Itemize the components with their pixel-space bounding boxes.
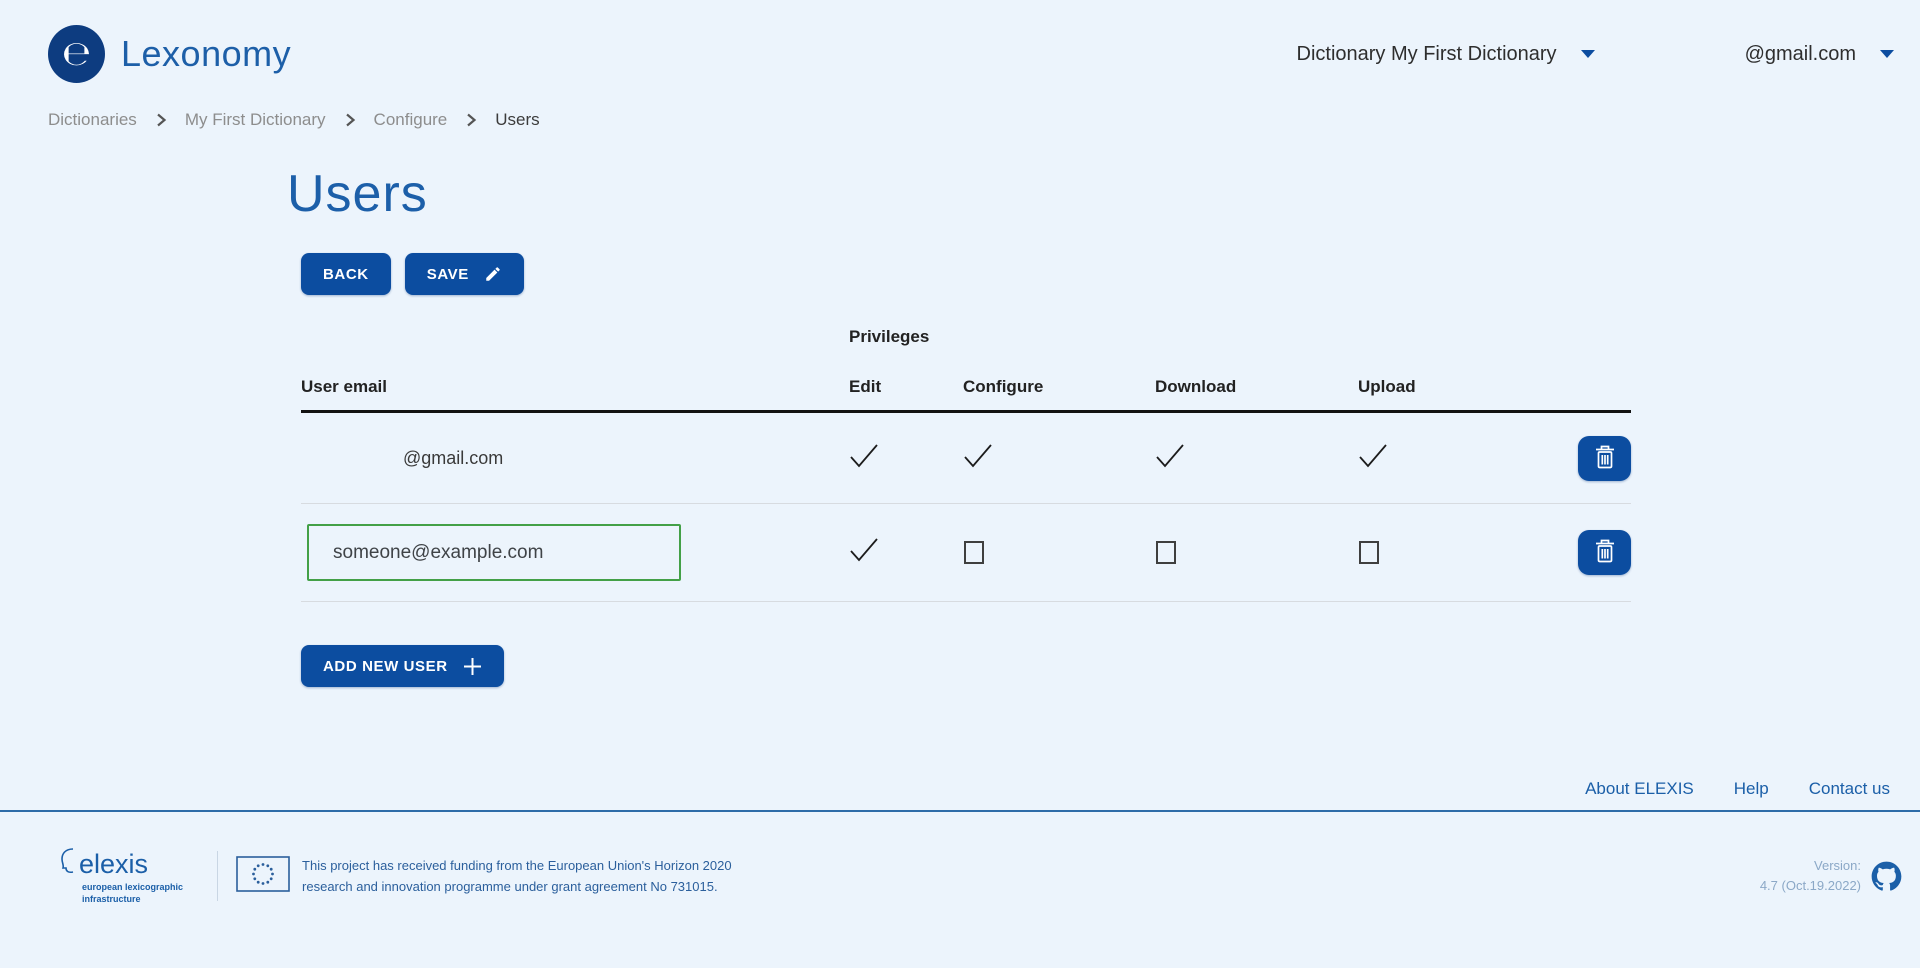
checkbox-empty xyxy=(964,541,984,564)
check-icon xyxy=(1356,442,1390,475)
privilege-download-toggle[interactable] xyxy=(1147,442,1350,475)
save-button-label: SAVE xyxy=(426,265,469,283)
column-header-edit: Edit xyxy=(849,376,882,396)
privileges-header: Privileges xyxy=(849,327,930,347)
check-icon xyxy=(1153,442,1187,475)
chevron-right-icon xyxy=(344,113,356,127)
add-new-user-button[interactable] xyxy=(301,645,504,687)
footer-links xyxy=(0,779,1920,799)
brand-name: Lexonomy xyxy=(121,33,292,74)
dictionary-selector-label: Dictionary My First Dictionary xyxy=(1296,42,1557,65)
breadcrumb-configure[interactable]: Configure xyxy=(373,110,448,129)
delete-user-button[interactable] xyxy=(1578,436,1631,481)
footer-bottom-bar xyxy=(0,812,1920,922)
elexis-tagline-line2: infrastructure xyxy=(82,893,141,904)
check-icon xyxy=(847,442,881,475)
column-header-upload: Upload xyxy=(1358,376,1416,396)
page-footer xyxy=(0,779,1920,922)
footer-vertical-divider xyxy=(217,851,218,901)
save-button[interactable] xyxy=(405,253,524,295)
table-header-row xyxy=(301,363,1631,413)
breadcrumb-dictionaries[interactable]: Dictionaries xyxy=(48,110,137,129)
delete-user-button[interactable] xyxy=(1578,530,1631,575)
breadcrumb-dictionary[interactable]: My First Dictionary xyxy=(184,110,326,129)
version-info xyxy=(1760,856,1861,896)
version-value: 4.7 (Oct.19.2022) xyxy=(1759,878,1861,894)
new-user-email-input[interactable] xyxy=(307,524,681,581)
contact-us-link[interactable]: Contact us xyxy=(1808,779,1890,799)
elexis-head-icon xyxy=(60,847,76,882)
plus-icon xyxy=(463,657,482,676)
privilege-configure-toggle[interactable] xyxy=(955,442,1147,475)
column-header-download: Download xyxy=(1155,376,1237,396)
funding-line2: research and innovation programme under grant agreement No 731015. xyxy=(302,879,718,895)
checkbox-empty xyxy=(1156,541,1176,564)
checkbox-empty xyxy=(1359,541,1379,564)
table-row xyxy=(301,504,1631,602)
version-label: Version: xyxy=(1814,858,1861,874)
user-menu[interactable] xyxy=(1745,43,1894,66)
elexis-tagline-line1: european lexicographic xyxy=(82,882,184,892)
elexis-wordmark: elexis xyxy=(79,849,149,879)
check-icon xyxy=(847,536,881,569)
privilege-upload-toggle[interactable] xyxy=(1350,541,1561,564)
user-menu-label: @gmail.com xyxy=(1744,42,1856,65)
privilege-edit-toggle[interactable] xyxy=(841,442,955,475)
add-new-user-label: ADD NEW USER xyxy=(323,657,448,675)
elexis-logo[interactable] xyxy=(60,847,183,905)
breadcrumb xyxy=(0,88,1920,130)
help-link[interactable]: Help xyxy=(1733,779,1769,799)
trash-icon xyxy=(1594,538,1616,567)
about-elexis-link[interactable]: About ELEXIS xyxy=(1585,779,1694,799)
main-content xyxy=(287,165,1631,687)
back-button[interactable] xyxy=(301,253,391,295)
github-icon[interactable] xyxy=(1871,861,1902,892)
privilege-download-toggle[interactable] xyxy=(1147,541,1350,564)
chevron-right-icon xyxy=(155,113,167,127)
lexonomy-logo-icon: ℮ xyxy=(48,25,105,83)
lexonomy-logo[interactable] xyxy=(48,25,291,83)
funding-line1: This project has received funding from the European Union's Horizon 2020 xyxy=(302,857,732,873)
eu-flag-icon xyxy=(236,856,290,897)
app-header xyxy=(0,0,1920,88)
caret-down-icon xyxy=(1880,50,1894,58)
privilege-edit-toggle[interactable] xyxy=(841,536,955,569)
column-header-user-email: User email xyxy=(301,376,387,396)
user-email-value: @gmail.com xyxy=(403,447,504,468)
toolbar xyxy=(301,253,1631,295)
table-row xyxy=(301,413,1631,504)
caret-down-icon xyxy=(1581,50,1595,58)
trash-icon xyxy=(1594,444,1616,473)
back-button-label: BACK xyxy=(323,265,369,283)
dictionary-selector[interactable] xyxy=(1297,43,1595,66)
column-header-configure: Configure xyxy=(963,376,1044,396)
pencil-icon xyxy=(484,265,502,283)
check-icon xyxy=(961,442,995,475)
breadcrumb-users-current: Users xyxy=(495,110,540,129)
funding-statement xyxy=(302,855,732,898)
users-table xyxy=(301,327,1631,687)
page-title: Users xyxy=(287,165,428,223)
chevron-right-icon xyxy=(465,113,477,127)
privilege-configure-toggle[interactable] xyxy=(955,541,1147,564)
privilege-upload-toggle[interactable] xyxy=(1350,442,1561,475)
